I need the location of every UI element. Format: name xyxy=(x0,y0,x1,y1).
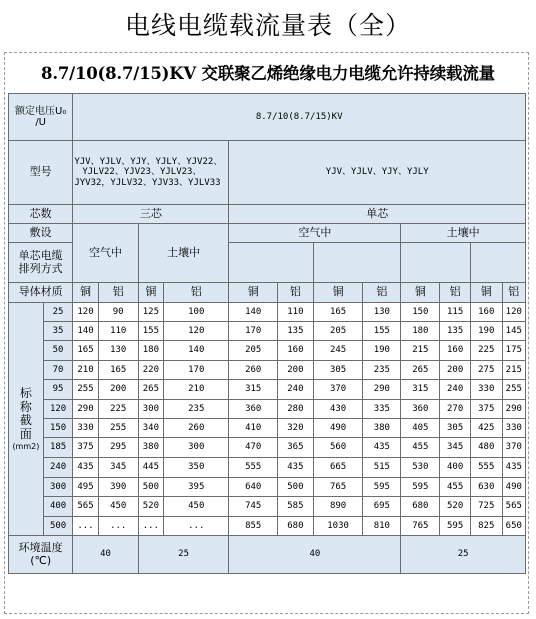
size-cell: 50 xyxy=(43,341,73,361)
value-cell: 330 xyxy=(470,380,502,400)
value-cell: 455 xyxy=(440,478,471,497)
value-cell: 235 xyxy=(164,400,229,419)
value-cell: 200 xyxy=(277,361,313,380)
table-row xyxy=(9,400,526,419)
value-cell: 260 xyxy=(164,419,229,438)
ambient-single-air: 40 xyxy=(229,536,401,574)
value-cell: 430 xyxy=(313,400,363,419)
cores-label: 芯数 xyxy=(9,205,73,224)
size-cell: 400 xyxy=(43,497,73,517)
value-cell: 370 xyxy=(313,380,363,400)
value-cell: 170 xyxy=(164,361,229,380)
value-cell: 255 xyxy=(98,419,138,438)
value-cell: 405 xyxy=(401,419,440,438)
value-cell: 565 xyxy=(73,497,98,517)
value-cell: 140 xyxy=(164,341,229,361)
value-cell: 190 xyxy=(470,322,502,341)
value-cell: 360 xyxy=(401,400,440,419)
laying-three-soil: 土壤中 xyxy=(138,224,229,283)
data-rows xyxy=(9,303,526,536)
table-row xyxy=(9,458,526,478)
size-cell: 120 xyxy=(43,400,73,419)
rated-voltage-row xyxy=(9,94,526,141)
laying-label: 敷设 xyxy=(9,224,73,243)
model-three-core xyxy=(73,141,229,205)
value-cell: 115 xyxy=(440,303,471,322)
value-cell: 640 xyxy=(229,478,278,497)
laying-single-air: 空气中 xyxy=(229,224,401,243)
table-row xyxy=(9,322,526,341)
conductor-al-3: 铝 xyxy=(277,283,313,303)
table-row xyxy=(9,303,526,322)
value-cell: 120 xyxy=(73,303,98,322)
value-cell: 240 xyxy=(277,380,313,400)
value-cell: 280 xyxy=(277,400,313,419)
value-cell: 255 xyxy=(502,380,525,400)
value-cell: 340 xyxy=(138,419,163,438)
value-cell: 520 xyxy=(138,497,163,517)
model-single-core: YJV、YJLV、YJY、YJLY xyxy=(229,141,526,205)
laying-single-soil: 土壤中 xyxy=(401,224,526,243)
nominal-label-char: 称 xyxy=(19,399,32,414)
value-cell: 200 xyxy=(98,380,138,400)
value-cell: 315 xyxy=(229,380,278,400)
table-subtitle: 8.7/10(8.7/15)KV 交联聚乙烯绝缘电力电缆允许持续载流量 xyxy=(41,64,495,83)
value-cell: 680 xyxy=(401,497,440,517)
value-cell: 100 xyxy=(164,303,229,322)
value-cell: 155 xyxy=(363,322,401,341)
arrangement-soil-2 xyxy=(470,243,525,283)
table-row xyxy=(9,361,526,380)
value-cell: 390 xyxy=(98,478,138,497)
value-cell: 630 xyxy=(470,478,502,497)
value-cell: ... xyxy=(164,517,229,536)
value-cell: 125 xyxy=(138,303,163,322)
conductor-row xyxy=(9,283,526,303)
value-cell: 555 xyxy=(229,458,278,478)
value-cell: 245 xyxy=(313,341,363,361)
value-cell: 680 xyxy=(277,517,313,536)
model-row xyxy=(9,141,526,205)
value-cell: 225 xyxy=(470,341,502,361)
value-cell: 565 xyxy=(502,497,525,517)
conductor-cu-4: 铜 xyxy=(313,283,363,303)
size-cell: 35 xyxy=(43,322,73,341)
value-cell: 335 xyxy=(363,400,401,419)
value-cell: 445 xyxy=(138,458,163,478)
value-cell: 500 xyxy=(277,478,313,497)
arrangement-label-line2: 排列方式 xyxy=(18,261,63,275)
table-row xyxy=(9,517,526,536)
ambient-three-soil: 25 xyxy=(138,536,229,574)
conductor-cu-2: 铜 xyxy=(138,283,163,303)
value-cell: 435 xyxy=(73,458,98,478)
value-cell: 110 xyxy=(98,322,138,341)
value-cell: 120 xyxy=(502,303,525,322)
table-row xyxy=(9,438,526,458)
value-cell: 725 xyxy=(470,497,502,517)
laying-three-air: 空气中 xyxy=(73,224,138,283)
value-cell: 425 xyxy=(470,419,502,438)
value-cell: 330 xyxy=(502,419,525,438)
model-three-core-line3: JYV32，YJLV32、YJV33、YJLV33 xyxy=(74,177,221,188)
value-cell: 555 xyxy=(470,458,502,478)
value-cell: 200 xyxy=(440,361,471,380)
value-cell: 695 xyxy=(363,497,401,517)
value-cell: 825 xyxy=(470,517,502,536)
value-cell: 890 xyxy=(313,497,363,517)
value-cell: 450 xyxy=(98,497,138,517)
value-cell: 290 xyxy=(73,400,98,419)
value-cell: 260 xyxy=(229,361,278,380)
table-row xyxy=(9,419,526,438)
value-cell: 360 xyxy=(229,400,278,419)
rated-voltage-label-line2: /U xyxy=(35,117,47,128)
arrangement-air-2 xyxy=(313,243,401,283)
ambient-label-line1: 环境温度 xyxy=(18,540,63,554)
conductor-cu-3: 铜 xyxy=(229,283,278,303)
value-cell: 855 xyxy=(229,517,278,536)
value-cell: 290 xyxy=(502,400,525,419)
value-cell: 490 xyxy=(313,419,363,438)
value-cell: 265 xyxy=(401,361,440,380)
size-cell: 25 xyxy=(43,303,73,322)
value-cell: 650 xyxy=(502,517,525,536)
value-cell: 295 xyxy=(98,438,138,458)
value-cell: 380 xyxy=(363,419,401,438)
value-cell: 595 xyxy=(363,478,401,497)
size-cell: 150 xyxy=(43,419,73,438)
value-cell: 330 xyxy=(73,419,98,438)
conductor-al-1: 铝 xyxy=(98,283,138,303)
value-cell: 595 xyxy=(440,517,471,536)
value-cell: 665 xyxy=(313,458,363,478)
conductor-al-5: 铝 xyxy=(440,283,471,303)
value-cell: 435 xyxy=(277,458,313,478)
value-cell: 305 xyxy=(313,361,363,380)
conductor-al-2: 铝 xyxy=(164,283,229,303)
value-cell: 165 xyxy=(98,361,138,380)
value-cell: 530 xyxy=(401,458,440,478)
rated-voltage-label-line1: 额定电压U₀ xyxy=(15,105,67,117)
value-cell: 515 xyxy=(363,458,401,478)
value-cell: 300 xyxy=(164,438,229,458)
nominal-label-char: 截 xyxy=(19,413,32,428)
value-cell: 345 xyxy=(440,438,471,458)
value-cell: 810 xyxy=(363,517,401,536)
value-cell: 450 xyxy=(164,497,229,517)
arrangement-label-line1: 单芯电缆 xyxy=(18,248,63,262)
nominal-unit: (mm2) xyxy=(12,442,40,451)
value-cell: 595 xyxy=(401,478,440,497)
value-cell: 585 xyxy=(277,497,313,517)
value-cell: 180 xyxy=(138,341,163,361)
value-cell: 350 xyxy=(164,458,229,478)
page-title: 电线电缆载流量表（全） xyxy=(124,11,411,40)
rated-voltage-label xyxy=(9,94,73,141)
value-cell: 140 xyxy=(73,322,98,341)
value-cell: 470 xyxy=(229,438,278,458)
value-cell: 210 xyxy=(164,380,229,400)
value-cell: 375 xyxy=(470,400,502,419)
arrangement-label xyxy=(9,243,73,283)
value-cell: 305 xyxy=(440,419,471,438)
ambient-single-soil: 25 xyxy=(401,536,526,574)
value-cell: 365 xyxy=(277,438,313,458)
arrangement-air-1 xyxy=(229,243,313,283)
size-cell: 70 xyxy=(43,361,73,380)
value-cell: 145 xyxy=(502,322,525,341)
value-cell: 290 xyxy=(363,380,401,400)
value-cell: 135 xyxy=(277,322,313,341)
value-cell: 765 xyxy=(313,478,363,497)
ambient-three-air: 40 xyxy=(73,536,138,574)
arrangement-soil-1 xyxy=(401,243,471,283)
table-row xyxy=(9,341,526,361)
value-cell: 215 xyxy=(502,361,525,380)
size-cell: 95 xyxy=(43,380,73,400)
value-cell: 175 xyxy=(502,341,525,361)
value-cell: 255 xyxy=(73,380,98,400)
value-cell: ... xyxy=(73,517,98,536)
value-cell: 765 xyxy=(401,517,440,536)
cores-three: 三芯 xyxy=(73,205,229,224)
value-cell: 155 xyxy=(138,322,163,341)
conductor-al-4: 铝 xyxy=(363,283,401,303)
nominal-label-char: 标 xyxy=(19,385,32,400)
value-cell: 220 xyxy=(138,361,163,380)
value-cell: 410 xyxy=(229,419,278,438)
conductor-cu-6: 铜 xyxy=(470,283,502,303)
value-cell: ... xyxy=(98,517,138,536)
value-cell: 160 xyxy=(470,303,502,322)
value-cell: 370 xyxy=(502,438,525,458)
rated-voltage-value: 8.7/10(8.7/15)KV xyxy=(73,94,526,141)
value-cell: 150 xyxy=(401,303,440,322)
value-cell: 320 xyxy=(277,419,313,438)
size-cell: 185 xyxy=(43,438,73,458)
model-label: 型号 xyxy=(9,141,73,205)
value-cell: 500 xyxy=(138,478,163,497)
conductor-cu-5: 铜 xyxy=(401,283,440,303)
value-cell: 165 xyxy=(73,341,98,361)
laying-row xyxy=(9,224,526,243)
cores-single: 单芯 xyxy=(229,205,526,224)
conductor-cu-1: 铜 xyxy=(73,283,98,303)
value-cell: 160 xyxy=(440,341,471,361)
ambient-label xyxy=(9,536,73,574)
value-cell: ... xyxy=(138,517,163,536)
value-cell: 455 xyxy=(401,438,440,458)
ambient-label-line2: (℃) xyxy=(30,553,52,567)
value-cell: 140 xyxy=(229,303,278,322)
value-cell: 375 xyxy=(73,438,98,458)
cores-row xyxy=(9,205,526,224)
value-cell: 270 xyxy=(440,400,471,419)
value-cell: 490 xyxy=(502,478,525,497)
ambient-row xyxy=(9,536,526,574)
value-cell: 265 xyxy=(138,380,163,400)
value-cell: 180 xyxy=(401,322,440,341)
value-cell: 235 xyxy=(363,361,401,380)
size-cell: 240 xyxy=(43,458,73,478)
value-cell: 745 xyxy=(229,497,278,517)
value-cell: 300 xyxy=(138,400,163,419)
table-row xyxy=(9,497,526,517)
value-cell: 520 xyxy=(440,497,471,517)
ampacity-table xyxy=(8,93,526,574)
value-cell: 380 xyxy=(138,438,163,458)
value-cell: 130 xyxy=(98,341,138,361)
size-cell: 300 xyxy=(43,478,73,497)
value-cell: 345 xyxy=(98,458,138,478)
value-cell: 240 xyxy=(440,380,471,400)
value-cell: 90 xyxy=(98,303,138,322)
value-cell: 400 xyxy=(440,458,471,478)
value-cell: 160 xyxy=(277,341,313,361)
value-cell: 395 xyxy=(164,478,229,497)
value-cell: 435 xyxy=(502,458,525,478)
value-cell: 210 xyxy=(73,361,98,380)
nominal-section-label xyxy=(9,303,44,536)
model-three-core-line2: YJLV22、YJV23、YJLV23、 xyxy=(82,167,202,178)
value-cell: 480 xyxy=(470,438,502,458)
value-cell: 315 xyxy=(401,380,440,400)
value-cell: 120 xyxy=(164,322,229,341)
value-cell: 190 xyxy=(363,341,401,361)
value-cell: 1030 xyxy=(313,517,363,536)
value-cell: 560 xyxy=(313,438,363,458)
value-cell: 130 xyxy=(363,303,401,322)
value-cell: 275 xyxy=(470,361,502,380)
size-cell: 500 xyxy=(43,517,73,536)
value-cell: 135 xyxy=(440,322,471,341)
model-three-core-line1: YJV、YJLV、YJY、YJLY、YJV22、 xyxy=(74,156,223,167)
nominal-label-char: 面 xyxy=(19,427,32,442)
value-cell: 215 xyxy=(401,341,440,361)
value-cell: 205 xyxy=(313,322,363,341)
table-row xyxy=(9,380,526,400)
value-cell: 435 xyxy=(363,438,401,458)
value-cell: 205 xyxy=(229,341,278,361)
value-cell: 110 xyxy=(277,303,313,322)
value-cell: 170 xyxy=(229,322,278,341)
conductor-al-6: 铝 xyxy=(502,283,525,303)
value-cell: 225 xyxy=(98,400,138,419)
conductor-label: 导体材质 xyxy=(9,283,73,303)
table-row xyxy=(9,478,526,497)
value-cell: 495 xyxy=(73,478,98,497)
value-cell: 165 xyxy=(313,303,363,322)
